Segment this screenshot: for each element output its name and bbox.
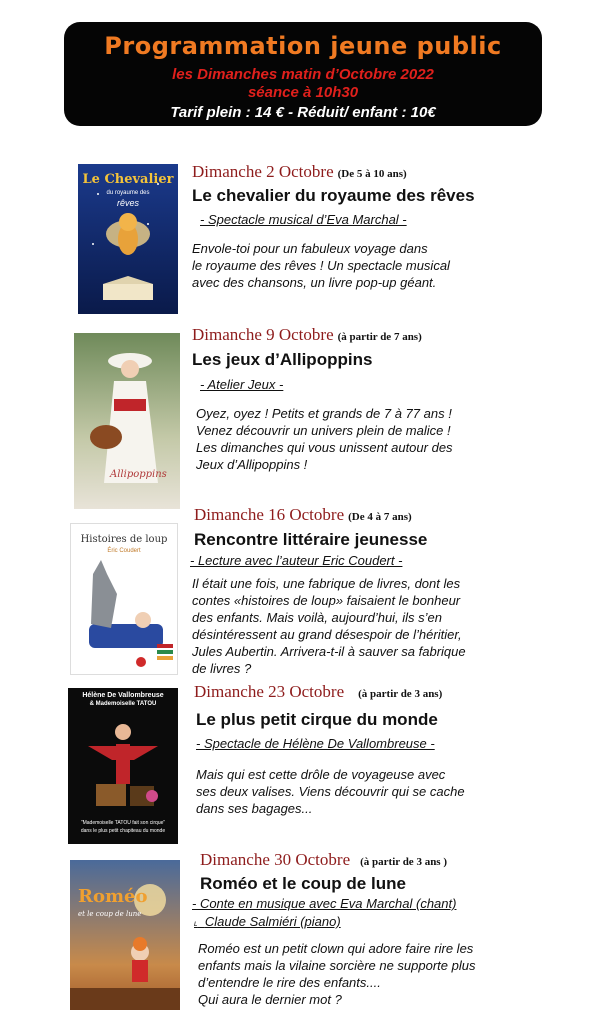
header-price: Tarif plein : 14 € - Réduit/ enfant : 10€ [170,104,436,121]
poster-histoires-de-loup [70,523,178,675]
poster-caption-text: "Mademoiselle TATOU fait son cirque" [80,820,166,826]
header-dates: les Dimanches matin d’Octobre 2022 [172,66,434,83]
age-range: (De 4 à 7 ans) [348,511,412,523]
poster-subtitle-text: et le coup de lune [78,910,142,918]
event-subtitle: - Atelier Jeux - [200,377,284,392]
description-line: le royaume des rêves ! Un spectacle musical [192,258,450,273]
event-date [192,325,422,345]
event-subtitle: - Spectacle musical d’Eva Marchal - [200,212,407,227]
age-range: (De 5 à 10 ans) [337,168,407,180]
header-banner [64,22,542,126]
event-block [0,160,610,320]
poster-romeo [70,860,180,1010]
event-title: Le chevalier du royaume des rêves [192,186,475,205]
description-line: Oyez, oyez ! Petits et grands de 7 à 77 ans ! [196,406,452,421]
description-line: de livres ? [192,661,252,676]
age-range: (à partir de 7 ans) [337,331,422,343]
page-title: Programmation jeune public [104,32,502,60]
event-date [194,682,442,702]
bullet-glyph: ʟ [194,919,198,928]
poster-title-text: Le Chevalier [82,172,174,187]
event-title: Les jeux d’Allipoppins [192,350,373,369]
description-line: Jules Aubertin. Arrivera-t-il à sauver sa fabrique [192,644,466,659]
poster-subtitle-text: du royaume des [106,190,150,196]
poster-cirque [68,688,178,844]
event-description [198,940,558,1008]
event-subtitle: - Spectacle de Hélène De Vallombreuse - [196,736,435,751]
description-line: ses deux valises. Viens découvrir qui se cache [196,784,465,799]
description-line: des enfants. Mais voilà, aujourd’hui, ils s’en [192,610,443,625]
event-title: Roméo et le coup de lune [200,874,406,893]
event-date [192,162,407,182]
description-line: dans ses bagages... [196,801,313,816]
age-range: (à partir de 3 ans ) [360,856,448,868]
event-description [192,575,552,677]
description-line: contes «histoires de loup» faisaient le bonheur [192,593,461,608]
description-line: Qui aura le dernier mot ? [198,992,342,1007]
event-date [194,505,412,525]
event-title: Le plus petit cirque du monde [196,710,438,729]
poster-chevalier [78,164,178,314]
poster-title-text: Roméo [78,886,148,907]
age-range: (à partir de 3 ans) [358,688,443,700]
description-line: désintéressent au grand désespoir de l’héritier, [192,627,462,642]
event-block [0,325,610,510]
description-line: enfants mais la vilaine sorcière ne supporte plus [198,958,476,973]
event-block [0,680,610,850]
description-line: Les dimanches qui vous unissent autour des [196,440,453,455]
event-block [0,505,610,685]
event-description [196,766,546,817]
description-line: Roméo est un petit clown qui adore faire rire les [198,941,474,956]
description-line: Mais qui est cette drôle de voyageuse avec [196,767,446,782]
date-text: Dimanche 2 Octobre [192,162,334,181]
description-line: avec des chansons, un livre pop-up géant. [192,275,437,290]
header-time: séance à 10h30 [247,84,359,101]
description-line: Venez découvrir un univers plein de malice ! [196,423,451,438]
date-text: Dimanche 9 Octobre [192,325,334,344]
event-date [200,850,447,870]
date-text: Dimanche 30 Octobre [200,850,351,869]
poster-subtitle-text: rêves [116,198,139,208]
date-text: Dimanche 23 Octobre [194,682,345,701]
poster-title-text: Allipoppins [110,469,167,480]
description-line: Jeux d’Allipoppins ! [196,457,308,472]
poster-author-text: Éric Coudert [107,548,141,554]
event-title: Rencontre littéraire jeunesse [194,530,428,549]
description-line: Il était une fois, une fabrique de livres, dont les [192,576,461,591]
poster-title-text: Histoires de loup [80,534,168,545]
poster-allipoppins [74,333,180,509]
poster-subtitle-text: & Mademoiselle TATOU [89,701,157,707]
event-description [192,240,542,291]
date-text: Dimanche 16 Octobre [194,505,345,524]
event-block [0,848,610,1024]
subtitle-text: Claude Salmiéri (piano) [204,914,341,929]
description-line: Envole-toi pour un fabuleux voyage dans [192,241,428,256]
event-description [196,405,546,473]
event-subtitle: - Conte en musique avec Eva Marchal (chant) [192,896,457,911]
description-line: d’entendre le rire des enfants.... [198,975,381,990]
event-subtitle: - Lecture avec l’auteur Eric Coudert - [190,553,403,568]
poster-caption-text: dans le plus petit chapiteau du monde [80,828,166,834]
poster-title-text: Hélène De Vallombreuse [82,692,164,699]
event-subtitle-line2 [194,914,341,929]
